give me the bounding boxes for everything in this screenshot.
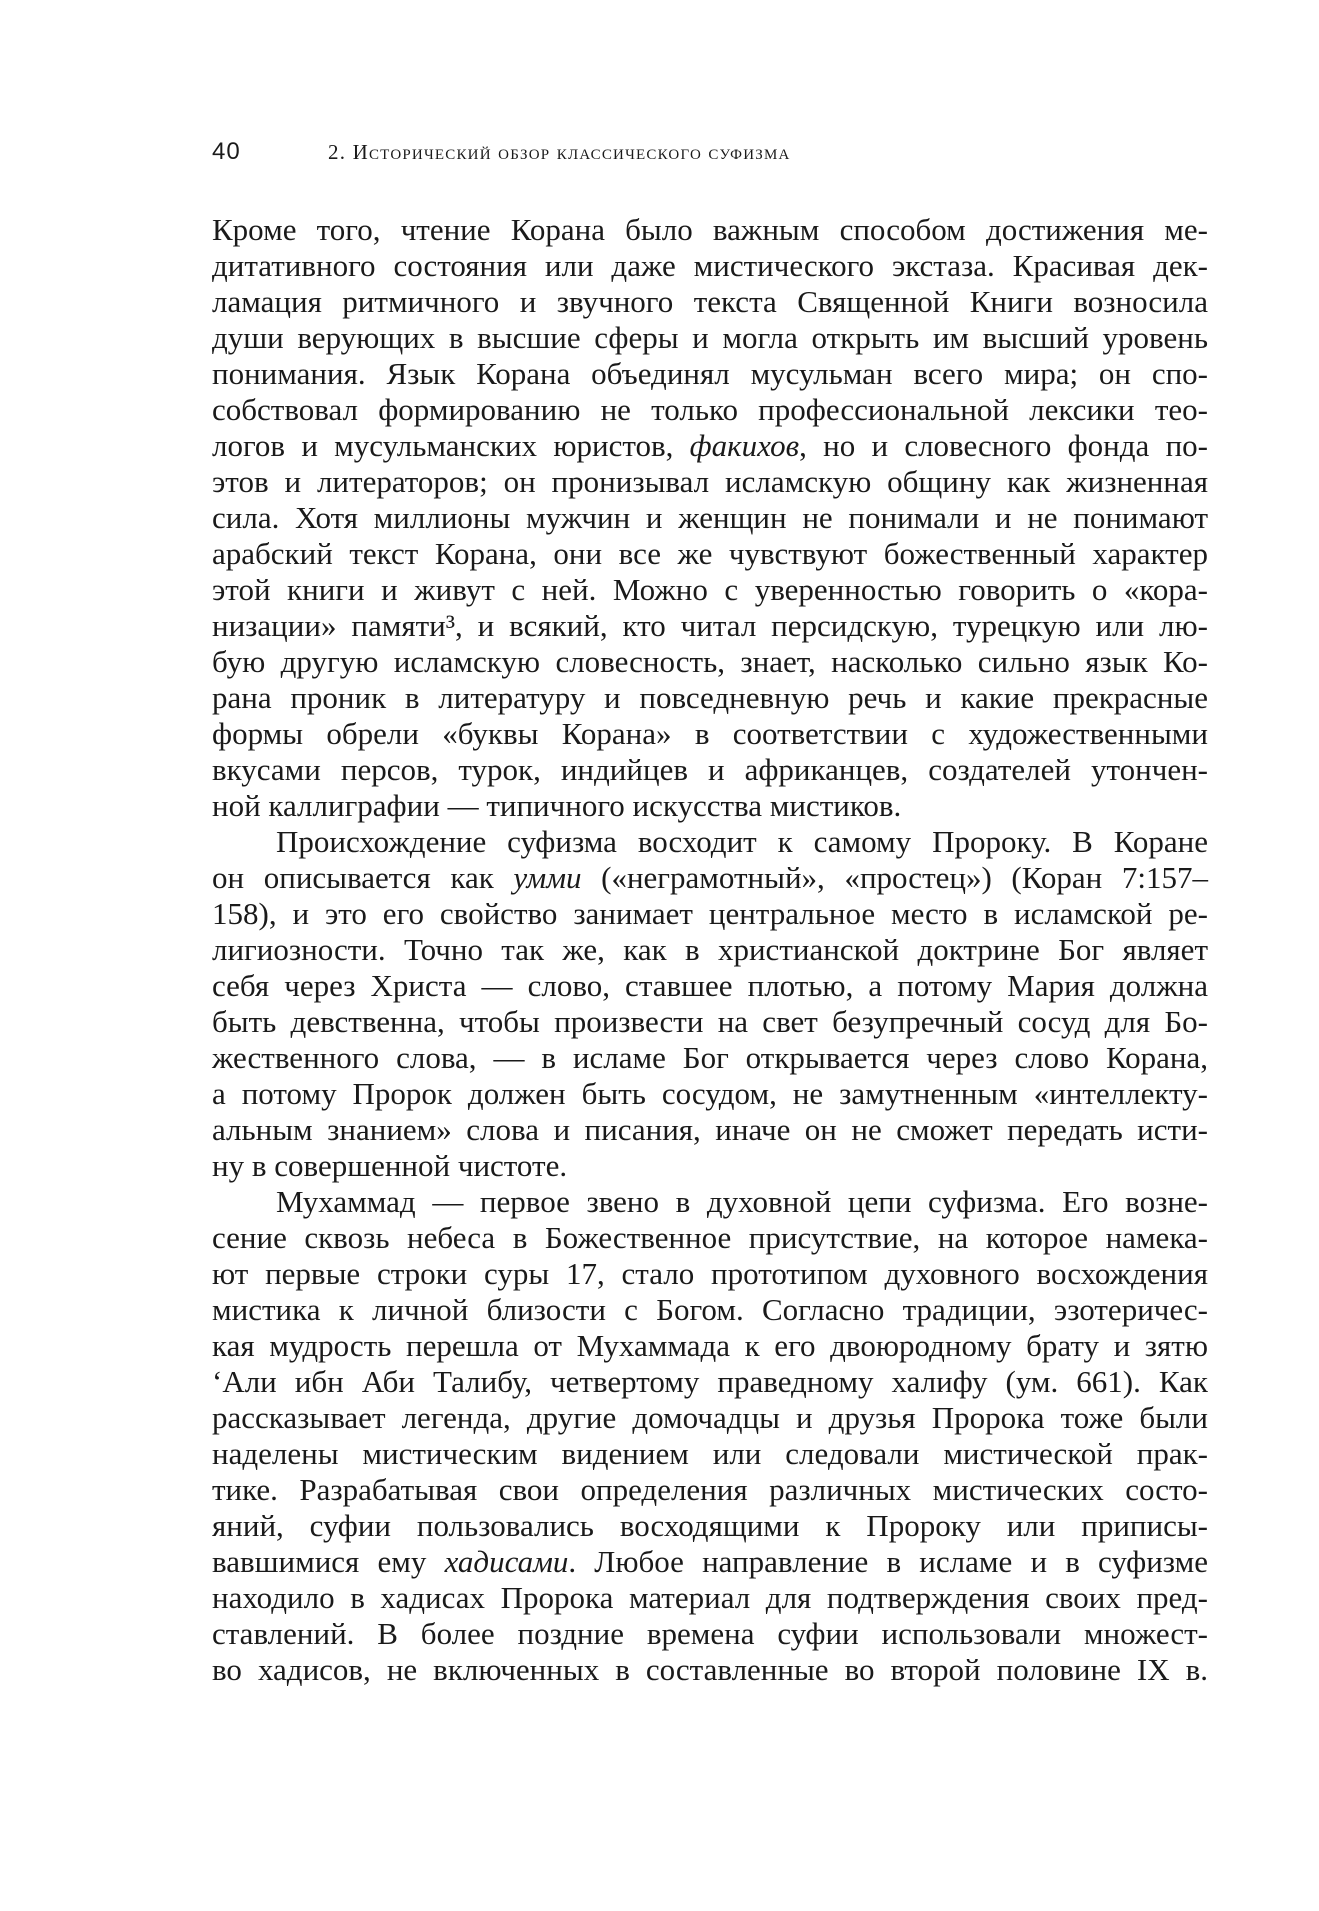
running-title: 2. Исторический обзор классического суфизма xyxy=(328,140,791,164)
text-line: себя через Христа — слово, ставшее плотью, а потому Мария должна xyxy=(212,968,1208,1003)
text-line: ной каллиграфии — типичного искусства мистиков. xyxy=(212,788,902,823)
text-line: тике. Разрабатывая свои определения различных мистических состо- xyxy=(212,1472,1208,1507)
page-header xyxy=(212,138,1212,172)
text-segment: . Любое направление в исламе и в суфизме xyxy=(568,1544,1208,1579)
text-line: ну в совершенной чистоте. xyxy=(212,1148,568,1183)
text-line: этов и литераторов; он пронизывал исламскую общину как жизненная xyxy=(212,464,1208,499)
text-line: во хадисов, не включенных в составленные во второй половине IX в. xyxy=(212,1652,1208,1687)
text-line: собствовал формированию не только профессиональной лексики тео- xyxy=(212,392,1208,427)
text-line: низации» памяти³, и всякий, кто читал персидскую, турецкую или лю- xyxy=(212,608,1208,643)
text-line xyxy=(212,860,1208,896)
text-line: ставлений. В более поздние времена суфии использовали множест- xyxy=(212,1616,1208,1651)
text-line: дитативного состояния или даже мистического экстаза. Красивая дек- xyxy=(212,248,1208,283)
text-line: ламация ритмичного и звучного текста Священной Книги возносила xyxy=(212,284,1208,319)
text-line: сила. Хотя миллионы мужчин и женщин не понимали и не понимают xyxy=(212,500,1208,535)
text-line: находило в хадисах Пророка материал для подтверждения своих пред- xyxy=(212,1580,1208,1615)
text-line: Кроме того, чтение Корана было важным способом достижения ме- xyxy=(212,212,1208,247)
text-line: 158), и это его свойство занимает центральное место в исламской ре- xyxy=(212,896,1208,931)
text-line: кая мудрость перешла от Мухаммада к его двоюродному брату и зятю xyxy=(212,1328,1208,1363)
text-line: быть девственна, чтобы произвести на свет безупречный сосуд для Бо- xyxy=(212,1004,1208,1039)
italic-term: хадисами xyxy=(444,1544,569,1579)
text-line: бую другую исламскую словесность, знает, насколько сильно язык Ко- xyxy=(212,644,1208,679)
text-line xyxy=(212,428,1208,464)
text-line: альным знанием» слова и писания, иначе он не сможет передать исти- xyxy=(212,1112,1208,1147)
text-line: жественного слова, — в исламе Бог открывается через слово Корана, xyxy=(212,1040,1208,1075)
text-line: ют первые строки суры 17, стало прототипом духовного восхождения xyxy=(212,1256,1208,1291)
text-segment: («неграмотный», «простец») (Коран 7:157– xyxy=(581,860,1209,895)
text-line: рассказывает легенда, другие домочадцы и друзья Пророка тоже были xyxy=(212,1400,1208,1435)
text-line: мистика к личной близости с Богом. Согласно традиции, эзотеричес- xyxy=(212,1292,1208,1327)
text-line: лигиозности. Точно так же, как в христианской доктрине Бог являет xyxy=(212,932,1208,967)
text-line xyxy=(212,1544,1208,1580)
body-text xyxy=(212,212,1208,1688)
text-line: этой книги и живут с ней. Можно с уверенностью говорить о «кора- xyxy=(212,572,1208,607)
text-line: а потому Пророк должен быть сосудом, не замутненным «интеллекту- xyxy=(212,1076,1208,1111)
text-line: наделены мистическим видением или следовали мистической прак- xyxy=(212,1436,1208,1471)
text-line: ‘Али ибн Аби Талибу, четвертому праведному халифу (ум. 661). Как xyxy=(212,1364,1208,1399)
text-segment: , но и словесного фонда по- xyxy=(799,428,1208,463)
text-segment: вавшимися ему xyxy=(212,1544,445,1579)
text-line: яний, суфии пользовались восходящими к Пророку или приписы- xyxy=(212,1508,1208,1543)
text-line: формы обрели «буквы Корана» в соответствии с художественными xyxy=(212,716,1208,751)
text-line: рана проник в литературу и повседневную речь и какие прекрасные xyxy=(212,680,1208,715)
text-line: души верующих в высшие сферы и могла открыть им высший уровень xyxy=(212,320,1208,355)
page-number: 40 xyxy=(212,138,241,165)
text-line: вкусами персов, турок, индийцев и африканцев, создателей утончен- xyxy=(212,752,1208,787)
italic-term: умми xyxy=(513,860,582,895)
text-segment: логов и мусульманских юристов, xyxy=(212,428,690,463)
text-line: арабский текст Корана, они все же чувствуют божественный характер xyxy=(212,536,1208,571)
text-segment: он описывается как xyxy=(212,860,514,895)
text-line: Мухаммад — первое звено в духовной цепи суфизма. Его возне- xyxy=(276,1184,1208,1219)
text-line: Происхождение суфизма восходит к самому Пророку. В Коране xyxy=(276,824,1208,859)
text-line: понимания. Язык Корана объединял мусульман всего мира; он спо- xyxy=(212,356,1208,391)
italic-term: факихов xyxy=(689,428,800,463)
text-line: сение сквозь небеса в Божественное присутствие, на которое намека- xyxy=(212,1220,1208,1255)
